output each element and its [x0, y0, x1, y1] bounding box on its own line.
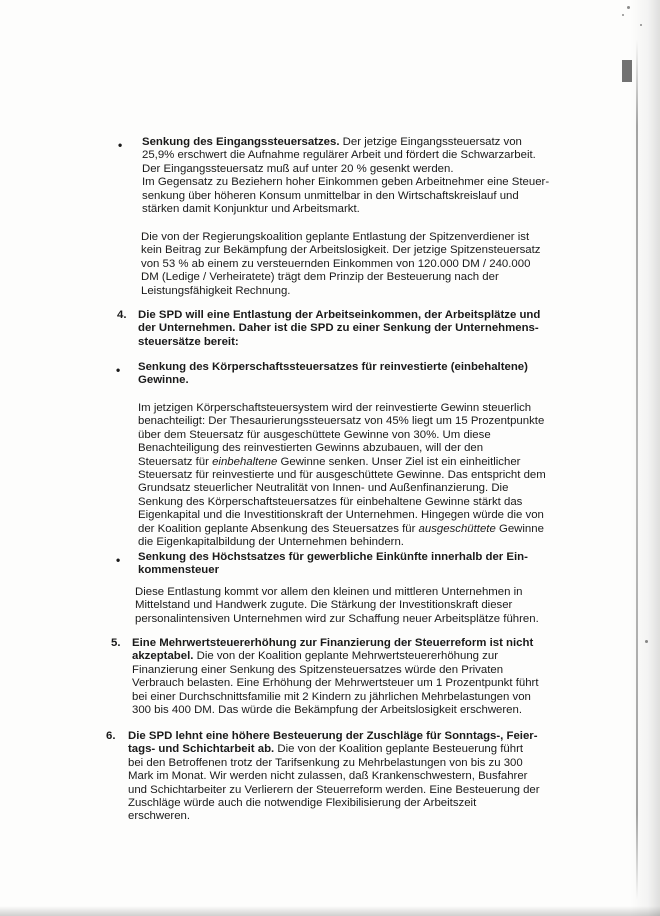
text-line: Diese Entlastung kommt vor allem den kleinen und mittleren Unternehmen in — [135, 586, 523, 598]
text-line: und Schichtarbeiter zu Verlierern der Steuerreform werden. Eine Besteuerung der — [128, 783, 540, 796]
text-line: Finanzierung einer Senkung des Spitzensteuersatzes würde den Privaten — [132, 663, 504, 676]
text-line — [138, 456, 546, 469]
text-line: 300 bis 400 DM. Das würde die Bekämpfung der Arbeitslosigkeit erschweren. — [132, 704, 523, 717]
scan-edge-shadow — [630, 0, 660, 916]
text-line — [138, 523, 546, 536]
paragraph-hoechstsatz — [135, 586, 539, 626]
text-line: Mark im Monat. Wir werden nicht zulassen, daß Krankenschwestern, Busfahrer — [128, 770, 528, 783]
text-segment: Gewinne — [495, 522, 544, 535]
bullet-icon: • — [118, 138, 123, 152]
text-line: Steuersatz für reinvestierte und für ausgeschüttete Gewinne. Das entspricht dem — [138, 469, 546, 482]
text-line: Mittelstand und Handwerk zugute. Die Stärkung der Investitionskraft dieser — [135, 599, 513, 612]
text-segment: der Koalition geplante Absenkung des Steuersatzes für — [138, 522, 419, 535]
text-bold: akzeptabel. — [132, 650, 194, 663]
text-line: der Unternehmen. Daher ist die SPD zu einer Senkung der Unternehmens- — [138, 322, 539, 335]
text-segment: Die von der Koalition geplante Besteuerung führt — [274, 743, 524, 756]
text-segment: Die von der Koalition geplante Mehrwertsteuererhöhung zur — [193, 650, 498, 663]
text-line: benachteiligt: Der Thesaurierungssteuersatz von 45% liegt um 15 Prozentpunkte — [138, 415, 545, 428]
text-line: kein Beitrag zur Bekämpfung der Arbeitslosigkeit. Der jetzige Spitzensteuersatz — [141, 244, 541, 257]
text-line: Eigenkapital und die Investitionskraft der Unternehmen. Hingegen würde die von — [138, 509, 544, 522]
text-bold: tags- und Schichtarbeit ab. — [128, 743, 275, 756]
text-line: Leistungsfähigkeit Rechnung. — [141, 284, 291, 297]
scan-speckle — [627, 6, 630, 9]
text-line: Im Gegensatz zu Beziehern hoher Einkommen geben Arbeitnehmer eine Steuer- — [142, 176, 550, 189]
text-line: die Eigenkapitalbildung der Unternehmen behindern. — [138, 536, 404, 549]
section-zuschlaege — [128, 730, 540, 824]
text-line: personalintensiven Unternehmen wird zur Schaffung neuer Arbeitsplätze führen. — [135, 612, 539, 625]
text-line: steuersätze bereit: — [138, 335, 239, 348]
text-line: Eine Mehrwertsteuererhöhung zur Finanzierung der Steuerreform ist nicht — [132, 637, 534, 649]
text-line: Senkung des Körperschaftssteuersatzes für reinvestierte (einbehaltene) — [138, 361, 528, 373]
text-line: von 53 % ab einem zu versteuernden Einkommen von 120.000 DM / 240.000 — [141, 257, 531, 270]
text-line: Die SPD will eine Entlastung der Arbeitseinkommen, der Arbeitsplätze und — [138, 309, 541, 321]
text-line: Zuschläge würde auch die notwendige Flexibilisierung der Arbeitszeit — [128, 797, 477, 810]
text-segment: Gewinne senken. Unser Ziel ist ein einheitlicher — [277, 455, 521, 468]
text-line: Die von der Regierungskoalition geplante Entlastung der Spitzenverdiener ist — [141, 231, 530, 243]
text-line — [128, 743, 540, 756]
text-line: Senkung des Körperschaftsteuersatzes für einbehaltene Gewinne stärkt das — [138, 495, 523, 508]
scan-speckle — [640, 24, 642, 26]
text-line: DM (Ledige / Verheiratete) trägt dem Prinzip der Besteuerung nach der — [141, 271, 499, 284]
text-line: Die SPD lehnt eine höhere Besteuerung der Zuschläge für Sonntags-, Feier- — [128, 730, 538, 742]
text-line: 25,9% erschwert die Aufnahme regulärer Arbeit und fördert die Schwarzarbeit. — [142, 149, 536, 162]
text-line: Im jetzigen Körperschaftsteuersystem wird der reinvestierte Gewinn steuerlich — [138, 402, 532, 414]
section-koerperschaft-heading — [138, 361, 528, 388]
text-italic: einbehaltene — [212, 455, 278, 468]
section-4-heading — [138, 309, 540, 349]
paragraph-spitzenverdiener — [141, 231, 541, 298]
paragraph-koerperschaft — [138, 402, 546, 549]
text-line: Der Eingangssteuersatz muß auf unter 20 % gesenkt werden. — [142, 162, 454, 175]
section-hoechstsatz-heading — [138, 551, 528, 578]
text-line: bei einer Durchschnittsfamilie mit 2 Kindern zu jährlichen Mehrbelastungen von — [132, 690, 531, 703]
text-line: senkung über höheren Konsum unmittelbar in den Wirtschaftskreislauf und — [142, 189, 519, 202]
section-number: 4. — [117, 309, 127, 321]
text-line: Verbrauch belasten. Eine Erhöhung der Mehrwertsteuer um 1 Prozentpunkt führt — [132, 677, 539, 690]
scan-speckle — [622, 14, 624, 16]
section-heading: Senkung des Eingangssteuersatzes. — [142, 136, 340, 148]
scan-mark — [622, 60, 632, 82]
text-line — [132, 650, 539, 663]
scan-line — [636, 40, 638, 900]
scan-speckle — [645, 640, 648, 643]
text-line: Grundsatz steuerlicher Neutralität von Innen- und Außenfinanzierung. Die — [138, 482, 509, 495]
text-line: Der jetzige Eingangssteuersatz von — [339, 136, 522, 148]
section-mehrwertsteuer — [132, 637, 539, 717]
section-eingangssteuersatz — [142, 136, 549, 216]
text-line: Gewinne. — [138, 374, 189, 387]
text-line: kommensteuer — [138, 564, 220, 577]
scan-bottom-shadow — [0, 906, 660, 916]
text-line: über dem Steuersatz für ausgeschüttete Gewinne von 30%. Um diese — [138, 428, 491, 441]
text-segment: Steuersatz für — [138, 455, 213, 468]
text-line: stärken damit Konjunktur und Arbeitsmarkt. — [142, 203, 360, 216]
text-line: erschweren. — [128, 810, 191, 823]
section-number: 5. — [111, 637, 121, 649]
text-line: bei den Betroffenen trotz der Tarifsenkung zu Mehrbelastungen von bis zu 300 — [128, 756, 523, 769]
text-line: Benachteiligung des reinvestierten Gewinns abzubauen, will der den — [138, 442, 484, 455]
text-line: Senkung des Höchstsatzes für gewerbliche Einkünfte innerhalb der Ein- — [138, 551, 528, 563]
bullet-icon: • — [116, 553, 121, 567]
text-italic: ausgeschüttete — [418, 522, 496, 535]
bullet-icon: • — [116, 363, 121, 377]
section-number: 6. — [106, 730, 116, 742]
